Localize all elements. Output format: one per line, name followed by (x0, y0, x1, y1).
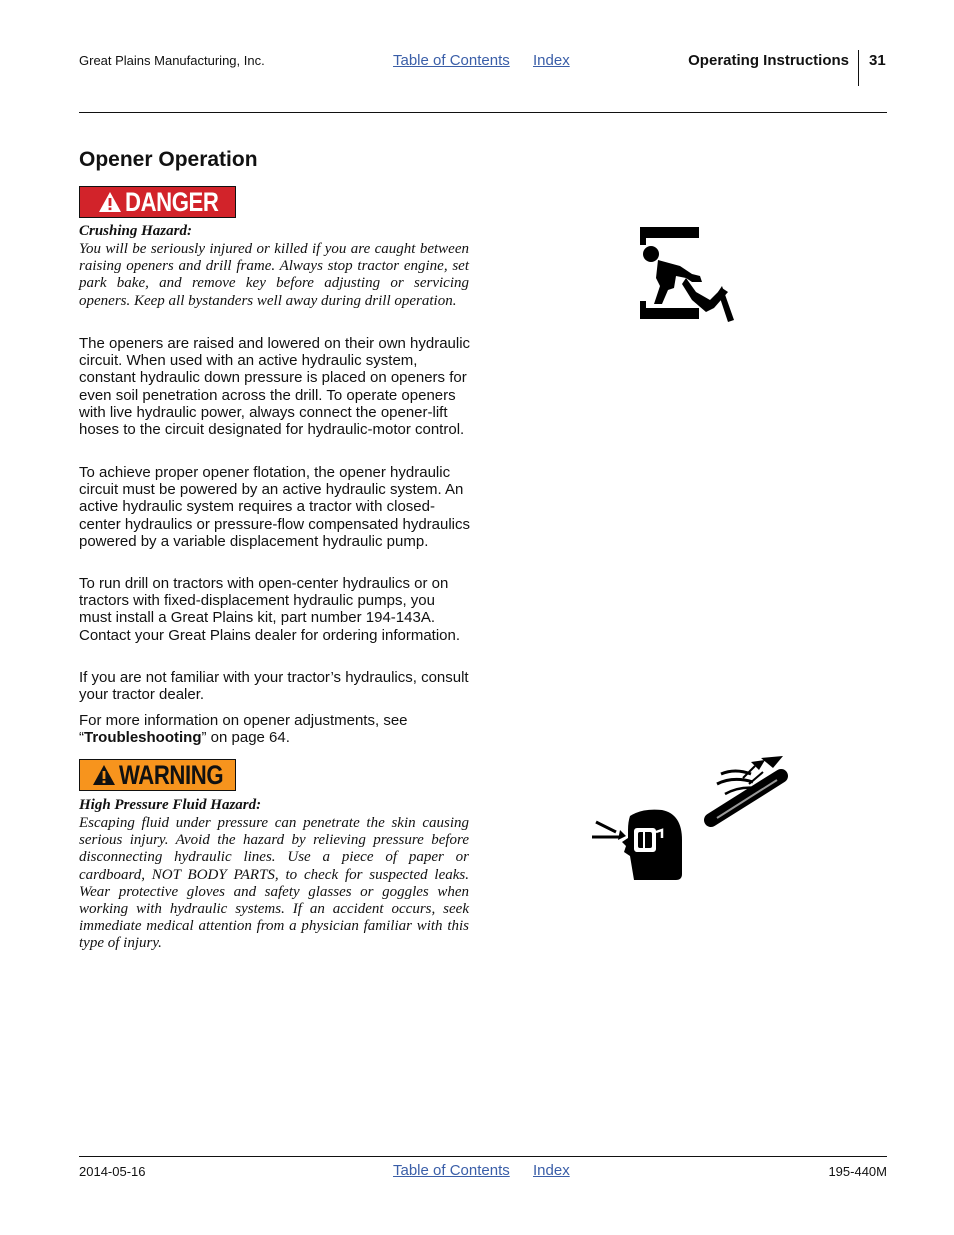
document-number: 195-440M (828, 1164, 887, 1179)
crushing-hazard-icon (636, 224, 738, 324)
header-divider (858, 50, 859, 86)
troubleshooting-reference: Troubleshooting (84, 729, 202, 747)
page-title: Opener Operation (79, 148, 258, 171)
alert-triangle-icon (98, 191, 122, 213)
footer-toc-link[interactable]: Table of Contents (393, 1162, 510, 1179)
footer-rule (79, 1156, 887, 1157)
paragraph-open-center: To run drill on tractors with open-center hydraulics or on tractors with fixed-displacement hydraulic pumps, you must install a Great Plains kit, part number 194-143A. Contact your Great Plains dealer for ordering information. (79, 575, 461, 644)
high-pressure-hazard-text: Escaping fluid under pressure can penetrate the skin causing serious injury. Avoid the hazard by relieving pressure before disconnecting hydraulic lines. Use a piece of paper or cardboard, NOT BODY PARTS, to check for suspected leaks. Wear protective gloves and safety glasses or goggles when working with hydraulic systems. If an accident occurs, seek immediate medical attention from a physician familiar with this type of injury. (79, 815, 469, 952)
more-info-suffix: ” on page 64. (201, 729, 290, 747)
high-pressure-hazard-title: High Pressure Fluid Hazard: (79, 797, 262, 813)
footer-index-link[interactable]: Index (533, 1162, 570, 1179)
warning-sign (79, 759, 236, 791)
alert-triangle-icon (92, 764, 116, 786)
paragraph-hydraulic-circuit: The openers are raised and lowered on their own hydraulic circuit. When used with an active hydraulic system, constant hydraulic down pressure is placed on openers for even soil penetration across the drill. To operate openers with live hydraulic power, always connect the opener-lift hoses to the circuit designated for hydraulic-motor control. (79, 335, 471, 439)
more-info-prefix: For more information on opener adjustments, see “ (79, 712, 408, 747)
danger-label: DANGER (124, 186, 219, 217)
paragraph-more-info (79, 712, 471, 746)
company-name: Great Plains Manufacturing, Inc. (79, 53, 265, 68)
section-name: Operating Instructions (688, 52, 849, 69)
header-rule (79, 112, 887, 113)
page-number: 31 (869, 52, 886, 69)
crushing-hazard-text: You will be seriously injured or killed if you are caught between raising openers and drill frame. Always stop tractor engine, set park bake, and remove key before adjusting or servicing openers. Keep all bystanders well away during drill operation. (79, 241, 469, 309)
warning-label: WARNING (118, 759, 223, 790)
face-protection-icon (590, 806, 686, 884)
crushing-hazard-title: Crushing Hazard: (79, 223, 192, 239)
danger-sign (79, 186, 236, 218)
header-toc-link[interactable]: Table of Contents (393, 52, 510, 69)
footer-date: 2014-05-16 (79, 1164, 146, 1179)
header-index-link[interactable]: Index (533, 52, 570, 69)
paragraph-consult-dealer: If you are not familiar with your tractor’s hydraulics, consult your tractor dealer. (79, 669, 469, 704)
paragraph-opener-flotation: To achieve proper opener flotation, the opener hydraulic circuit must be powered by an active hydraulic system. An active hydraulic system requires a tractor with closed-center hydraulics or pressure-flow compensated hydraulics powered by a variable displacement hydraulic pump. (79, 464, 471, 550)
hose-spray-icon (703, 754, 795, 830)
